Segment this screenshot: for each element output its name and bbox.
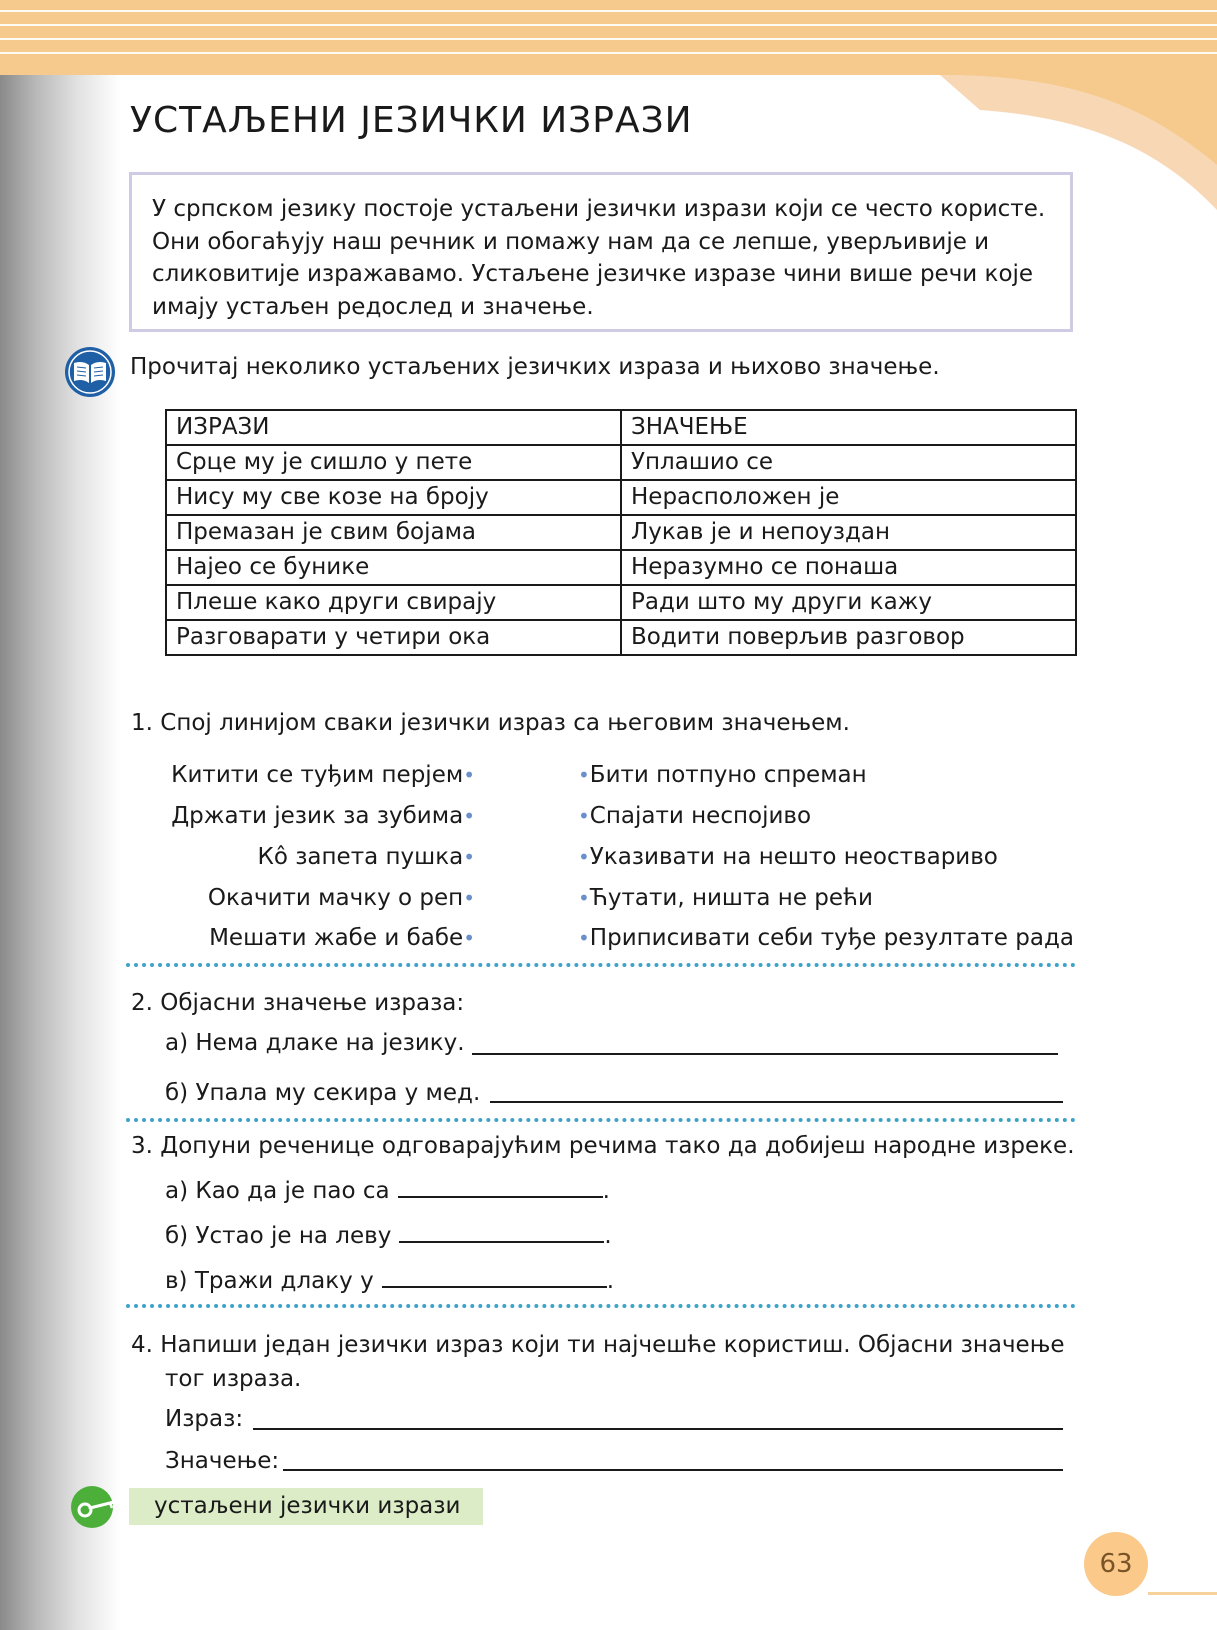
keyword-label: устаљени језички изрази [129,1488,483,1525]
table-row [166,445,1076,480]
bullet-dot: • [463,804,475,828]
page-number-rule [1148,1592,1217,1595]
table-cell: Ради што му други кажу [621,585,1076,620]
task3-item-a: а) Као да је пао са . [165,1178,610,1204]
section-divider [126,1118,1076,1122]
expressions-table [165,409,1077,656]
bullet-dot: • [463,886,475,910]
intro-box [129,172,1073,332]
match-left-item[interactable]: Кô запета пушка• [257,844,475,870]
task1-prompt: 1. Спој линијом сваки језички израз са његовим значењем. [131,710,850,736]
answer-blank[interactable] [382,1286,607,1288]
match-left-item[interactable]: Држати језик за зубима• [171,803,475,829]
bullet-dot: • [578,926,590,950]
table-cell: Нерасположен је [621,480,1076,515]
page-number: 63 [1084,1532,1148,1596]
section-divider [126,963,1076,967]
page-title: УСТАЉЕНИ ЈЕЗИЧКИ ИЗРАЗИ [130,100,693,141]
table-row [166,515,1076,550]
table-row [166,550,1076,585]
bullet-dot: • [463,926,475,950]
read-instruction: Прочитај неколико устаљених језичких израза и њихово значење. [130,354,940,380]
answer-blank[interactable] [398,1196,603,1198]
table-cell: Неразумно се понаша [621,550,1076,585]
bullet-dot: • [578,763,590,787]
match-right-item[interactable]: •Спајати неспојиво [578,803,812,829]
table-cell: Лукав је и непоуздан [621,515,1076,550]
task4-prompt-line2: тог израза. [165,1366,302,1392]
table-cell: Водити поверљив разговор [621,620,1076,655]
table-row [166,585,1076,620]
table-cell: Плеше како други свирају [166,585,621,620]
table-cell: Најео се бунике [166,550,621,585]
task3-prompt: 3. Допуни реченице одговарајућим речима тако да добијеш народне изреке. [131,1133,1075,1159]
task2-prompt: 2. Објасни значење израза: [131,990,465,1016]
match-left-item[interactable]: Китити се туђим перјем• [171,762,475,788]
bullet-dot: • [578,845,590,869]
open-book-icon [64,346,116,398]
table-header: ИЗРАЗИ [166,410,621,445]
table-row [166,620,1076,655]
task2-item-a: а) Нема длаке на језику. [165,1030,465,1056]
table-cell: Премазан је свим бојама [166,515,621,550]
table-cell: Срце му је сишло у пете [166,445,621,480]
key-icon [70,1485,126,1529]
match-right-item[interactable]: •Приписивати себи туђе резултате рада [578,925,1074,951]
meaning-answer-line[interactable] [283,1469,1063,1471]
table-cell: Уплашио се [621,445,1076,480]
intro-line: Они обогаћују наш речник и помажу нам да се лепше, уверљивије и [152,228,990,255]
table-row [166,480,1076,515]
answer-blank[interactable] [399,1241,604,1243]
table-cell: Нису му све козе на броју [166,480,621,515]
intro-line: сликовитије изражавамо. Устаљене језичке изразе чини више речи које [152,261,1034,287]
table-header: ЗНАЧЕЊЕ [621,410,1076,445]
match-right-item[interactable]: •Бити потпуно спреман [578,762,867,788]
page-spine-shadow [0,0,120,1630]
answer-line[interactable] [490,1101,1063,1103]
intro-line: У српском језику постоје устаљени језички изрази који се често користе. [152,196,1046,222]
bullet-dot: • [463,763,475,787]
section-divider [126,1304,1076,1308]
table-header-row [166,410,1076,445]
bullet-dot: • [578,804,590,828]
match-right-item[interactable]: •Ћутати, ништа не рећи [578,885,873,911]
match-right-item[interactable]: •Указивати на нешто неоствариво [578,844,998,870]
task3-item-c: в) Тражи длаку у . [165,1268,614,1294]
expression-label: Израз: [165,1406,244,1432]
intro-line: имају устаљен редослед и значење. [152,293,594,320]
meaning-label: Значење: [165,1448,280,1474]
expression-answer-line[interactable] [253,1428,1063,1430]
table-cell: Разговарати у четири ока [166,620,621,655]
task2-item-b: б) Упала му секира у мед. [165,1080,481,1106]
match-left-item[interactable]: Мешати жабе и бабе• [209,925,475,951]
match-left-item[interactable]: Окачити мачку о реп• [207,885,475,911]
task4-prompt-line1: 4. Напиши један језички израз који ти најчешће користиш. Објасни значење [131,1332,1065,1358]
bullet-dot: • [578,886,590,910]
task3-item-b: б) Устао је на леву . [165,1223,612,1249]
bullet-dot: • [463,845,475,869]
answer-line[interactable] [472,1053,1058,1055]
